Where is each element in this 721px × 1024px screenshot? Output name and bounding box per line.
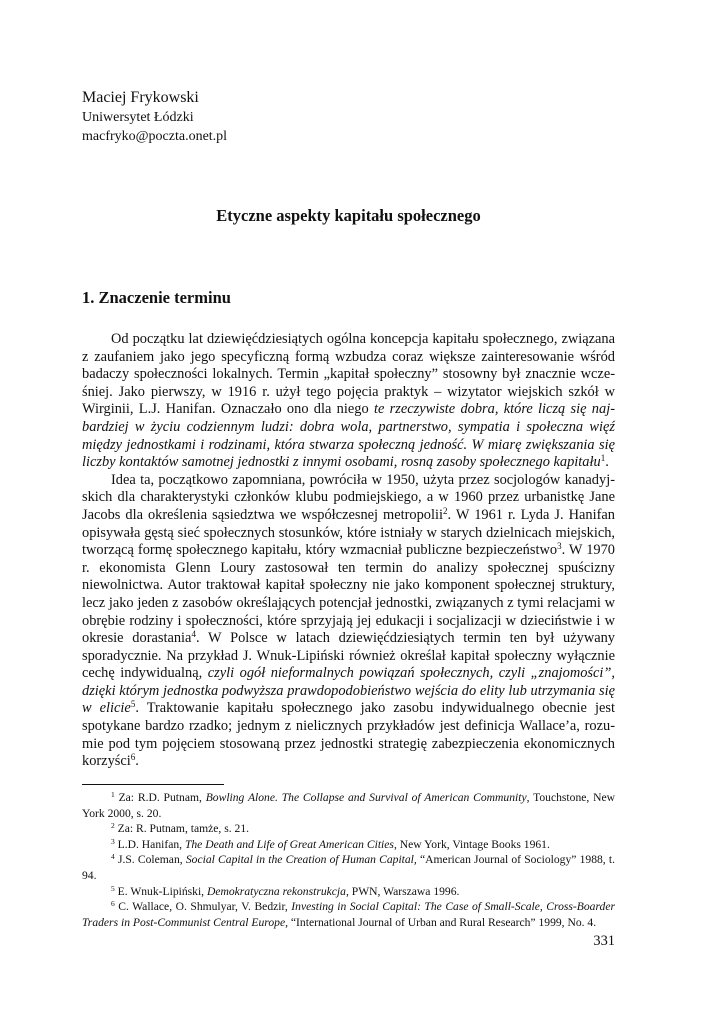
footnote-6 [82,899,615,930]
footnote-number: 5 [111,883,115,893]
footnote-text-end: , PWN, Warszawa 1996. [345,884,460,898]
footnote-text-end: “American Journal of Sociology” 1988, t. 94. [82,853,615,882]
paragraph-2-text-a: Idea ta, początkowo zapomniana, powróciła w 1950, użyta przez socjologów kanadyjskich dla charakterystyki członków klubu podmiejskiego, a w 1960 przez urbanistkę Jane Jacobs dla określenia sąsiedztwa we współczesnej metropolii [82,471,615,523]
paragraph-2-text-c: . W 1970 r. ekonomista Glenn Loury zastosował ten termin do analizy społecznej spuścizny niewolnictwa. Autor traktował kapitał społeczny nie jako komponent społecznej struktury, lecz jako jeden z zasobów określających potencjał jednostki, związanych z tymi relacjami w obrębie rodziny i społeczności, które sprzyjają jej edukacji i socjalizacji w dzieciństwie i w okresie dorastania [82,542,615,647]
footnote-title: Bowling Alone. The Collapse and Survival of American Community [205,791,527,804]
author-affiliation: Uniwersytet Łódzki [82,110,194,125]
footnote-text: Za: R.D. Putnam, [114,791,206,804]
paragraph-2-text-b: . W 1961 r. Lyda J. Hanifan opisywała gęstą sieć społecznych stosunków, które istniały w starych dzielnicach miejskich, tworzącą formę społecznego kapitału, który wzmacniał publiczne bezpieczeństwo [82,506,615,559]
footnote-text: Za: R. Putnam, tamże, s. 21. [114,822,250,836]
author-name: Maciej Frykowski [82,89,199,106]
paragraph-2-text-d: . W Polsce w latach dziewięćdziesiątych termin ten był używany sporadycznie. Na przykład J. Wnuk-Lipiński również określał kapitał społeczny wyłącznie cechę indywidualną, [82,630,616,682]
paragraph-2-end: . [135,753,139,770]
footnote-title: Demokratyczna rekonstrukcja [206,884,346,898]
body-text [82,331,615,771]
footnote-title: Investing in Social Capital: The Case of Small-Scale, Cross-Boarder Traders in Post-Communist Central Europe, [82,900,615,929]
footnote-number: 6 [111,899,115,909]
paragraph-2 [82,472,615,771]
footnote-ref-6: 6 [130,752,136,763]
footnote-text-end: “International Journal of Urban and Rural Research” 1999, No. 4. [288,915,597,929]
section-heading: 1. Znaczenie terminu [82,288,231,307]
footnote-title: The Death and Life of Great American Cities [184,837,394,851]
footnote-ref-2: 2 [443,505,448,516]
footnote-ref-1: 1 [600,453,606,464]
paragraph-1-end: . [605,454,609,471]
paragraph-1-quote: te rzeczywiste dobra, które liczą się najbardziej w życiu codziennym ludzi: dobra wola, partnerstwo, sympatia i społeczna więź między jednostkami i rodzinami, która stwarza społeczną jedność. W miarę zwiększania się liczby kontaktów samotnej jednostki z innymi osobami, rosną zasoby społecznego kapitału [82,401,615,471]
footnote-3 [82,837,615,853]
paragraph-1 [82,331,615,472]
footnote-2 [82,821,615,837]
footnote-number: 4 [111,852,115,862]
footnote-divider [82,784,224,785]
footnote-5 [82,884,615,900]
footnote-number: 3 [111,836,115,846]
footnote-ref-4: 4 [191,629,196,640]
footnotes [82,790,615,930]
footnote-number: 1 [111,790,115,799]
paragraph-1-text: Od początku lat dziewięćdziesiątych ogólna koncepcja kapitału społecznego, związana z zaufaniem jako jego specyficzną formą wzbudza coraz większe zainteresowanie wśród badaczy społeczności lokalnych. Termin „kapitał społeczny” stosowny był znacznie wcześniej. Jako pierwszy, w 1916 r. użył tego pojęcia praktyk – wizytator wiejskich szkół w Wirginii, L.J. Hanifan. Oznaczało ono dla niego [82,331,615,418]
footnote-text: E. Wnuk-Lipiński, [114,884,207,898]
author-block [82,88,482,146]
footnote-ref-5: 5 [130,699,136,710]
paragraph-2-text-e: . Traktowanie kapitału społecznego jako zasobu indywidualnego obecnie jest spotykane bardzo rzadko; jednym z nielicznych przykładów jest definicja Wallace’a, rozumie pod tym pojęciem stosowaną przez jednostki strategię zabezpieczenia ekonomicznych korzyści [82,700,615,770]
footnote-text: L.D. Hanifan, [114,837,185,851]
footnote-1 [82,790,615,821]
footnote-4 [82,852,615,883]
footnote-text-end: , Touchstone, New York 2000, s. 20. [82,791,616,820]
footnote-title: Social Capital in the Creation of Human Capital, [185,853,417,867]
page-number: 331 [593,933,615,949]
footnote-text-end: , New York, Vintage Books 1961. [393,837,550,851]
footnote-number: 2 [111,821,115,831]
paragraph-2-quote: czyli ogół nieformalnych powiązań społecznych, czyli „znajomości”, dzięki którym jednostka podwyższa prawdopodobieństwo wejścia do elity lub utrzymania się w elicie [82,665,616,717]
article-title: Etyczne aspekty kapitału społecznego [216,206,481,225]
author-email: macfryko@poczta.onet.pl [82,129,228,144]
footnote-text: C. Wallace, O. Shmulyar, V. Bedzir, [114,900,292,914]
footnote-ref-3: 3 [557,541,562,552]
footnote-text: J.S. Coleman, [114,853,186,867]
